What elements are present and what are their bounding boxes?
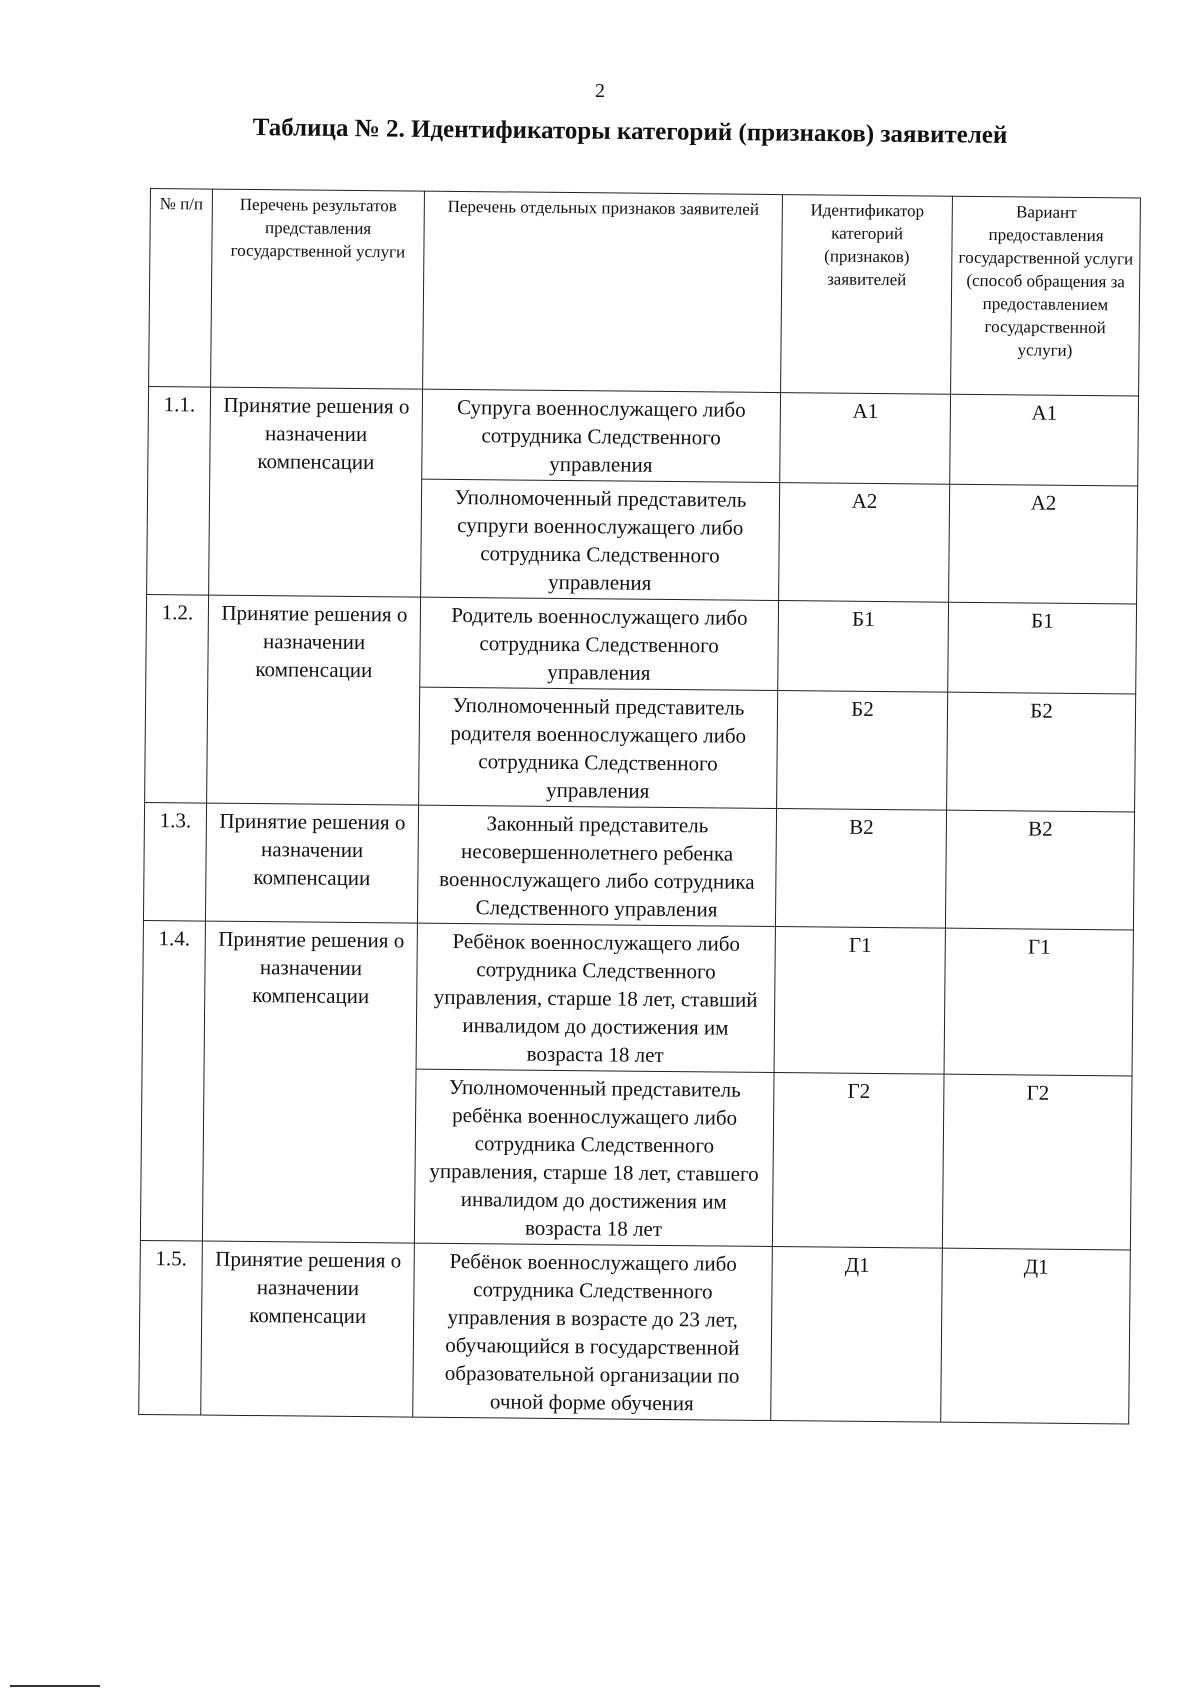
attribute-cell: Ребёнок военнослужащего либо сотрудника Следственного управления, старше 18 лет, ставший инвалидом до достижения им возраста 18 лет bbox=[416, 923, 775, 1072]
row-number-cell: 1.1. bbox=[147, 386, 211, 595]
attribute-cell: Уполномоченный представитель родителя военнослужащего либо сотрудника Следственного управления bbox=[419, 687, 778, 808]
table-title: Таблица № 2. Идентификаторы категорий (признаков) заявителей bbox=[252, 114, 1008, 149]
identifier-cell: Д1 bbox=[771, 1247, 943, 1423]
identifier-cell: Б1 bbox=[778, 601, 949, 693]
variant-cell: Д1 bbox=[941, 1248, 1131, 1424]
header-number: № п/п bbox=[149, 189, 213, 388]
variant-cell: Г1 bbox=[944, 928, 1133, 1076]
attribute-cell: Законный представитель несовершеннолетнего ребенка военнослужащего либо сотрудника Следственного управления bbox=[417, 805, 776, 926]
page-number: 2 bbox=[595, 80, 605, 102]
row-number-cell: 1.3. bbox=[143, 802, 206, 921]
attribute-cell: Ребёнок военнослужащего либо сотрудника Следственного управления в возрасте до 23 лет, обучающийся в государственной образовательной организации по очной форме обучения bbox=[413, 1243, 773, 1420]
variant-cell: Б2 bbox=[947, 692, 1136, 812]
variant-cell: А2 bbox=[949, 484, 1138, 604]
attribute-cell: Супруга военнослужащего либо сотрудника Следственного управления bbox=[422, 389, 781, 482]
attribute-cell: Уполномоченный представитель ребёнка военнослужащего либо сотрудника Следственного управления, старше 18 лет, ставшего инвалидом до достижения им возраста 18 лет bbox=[414, 1069, 774, 1246]
attribute-cell: Уполномоченный представитель супруги военнослужащего либо сотрудника Следственного управления bbox=[421, 479, 780, 600]
variant-cell: Б1 bbox=[948, 602, 1137, 694]
table-row bbox=[142, 920, 1133, 1075]
table-row bbox=[139, 1240, 1131, 1423]
footer-line bbox=[10, 1685, 100, 1687]
identifiers-table bbox=[138, 188, 1141, 1424]
identifier-cell: Г2 bbox=[772, 1073, 944, 1249]
attribute-cell: Родитель военнослужащего либо сотрудника Следственного управления bbox=[420, 597, 779, 690]
identifier-cell: В2 bbox=[775, 809, 946, 929]
identifier-cell: Г1 bbox=[774, 927, 945, 1075]
table-body bbox=[139, 386, 1139, 1423]
identifier-cell: А2 bbox=[779, 483, 950, 603]
result-cell: Принятие решения о назначении компенсации bbox=[207, 595, 421, 805]
identifier-cell: А1 bbox=[780, 393, 951, 485]
header-identifier: Идентификатор категорий (признаков) заявителей bbox=[781, 195, 953, 395]
row-number-cell: 1.4. bbox=[140, 920, 205, 1241]
variant-cell: А1 bbox=[950, 394, 1139, 486]
header-results: Перечень результатов представления государственной услуги bbox=[211, 189, 425, 389]
header-variant: Вариант предоставления государственной услуги (способ обращения за предоставлением государственной услуги) bbox=[951, 196, 1141, 396]
variant-cell: Г2 bbox=[942, 1074, 1132, 1250]
result-cell: Принятие решения о назначении компенсации bbox=[201, 1241, 415, 1417]
table-row bbox=[148, 386, 1139, 485]
table-row bbox=[143, 802, 1134, 929]
result-cell: Принятие решения о назначении компенсации bbox=[209, 387, 423, 597]
identifier-cell: Б2 bbox=[777, 691, 948, 811]
result-cell: Принятие решения о назначении компенсации bbox=[205, 803, 418, 923]
row-number-cell: 1.2. bbox=[145, 594, 209, 803]
table-container bbox=[138, 188, 1140, 1424]
row-number-cell: 1.5. bbox=[139, 1240, 203, 1415]
variant-cell: В2 bbox=[945, 810, 1134, 930]
table-row bbox=[146, 594, 1137, 693]
header-attributes: Перечень отдельных признаков заявителей bbox=[423, 191, 783, 392]
table-header-row bbox=[149, 189, 1141, 396]
result-cell: Принятие решения о назначении компенсации bbox=[202, 921, 417, 1243]
